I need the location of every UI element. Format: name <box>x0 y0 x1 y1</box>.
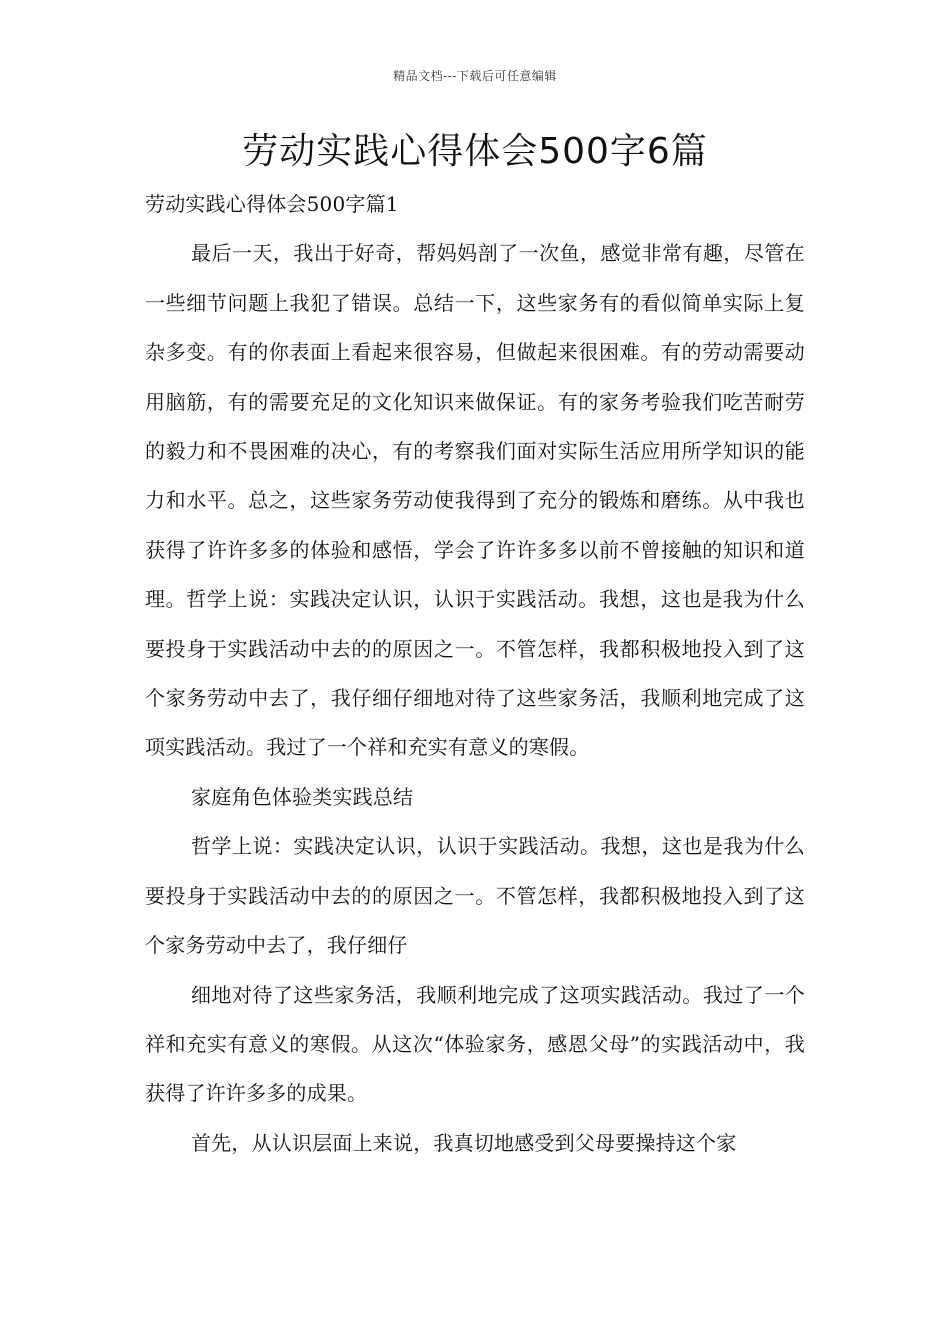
document-title: 劳动实践心得体会500字6篇 <box>242 131 708 172</box>
paragraph: 细地对待了这些家务活，我顺利地完成了这项实践活动。我过了一个祥和充实有意义的寒假。从这次“体验家务，感恩父母”的实践活动中，我获得了许许多多的成果。 <box>145 982 805 1106</box>
paragraph: 最后一天，我出于好奇，帮妈妈剖了一次鱼，感觉非常有趣，尽管在一些细节问题上我犯了错误。总结一下，这些家务有的看似简单实际上复杂多变。有的你表面上看起来很容易，但做起来很困难。有的劳动需要动用脑筋，有的需要充足的文化知识来做保证。有的家务考验我们吃苦耐劳的毅力和不畏困难的决心，有的考察我们面对实际生活应用所学知识的能力和水平。总之，这些家务劳动使我得到了充分的锻炼和磨练。从中我也获得了许许多多的体验和感悟，学会了许许多多以前不曾接触的知识和道理。哲学上说：实践决定认识，认识于实践活动。我想，这也是我为什么要投身于实践活动中去的的原因之一。不管怎样，我都积极地投入到了这个家务劳动中去了，我仔细仔细地对待了这些家务活，我顺利地完成了这项实践活动。我过了一个祥和充实有意义的寒假。 <box>145 241 805 760</box>
paragraph: 哲学上说：实践决定认识，认识于实践活动。我想，这也是我为什么要投身于实践活动中去的的原因之一。不管怎样，我都积极地投入到了这个家务劳动中去了，我仔细仔 <box>145 834 805 958</box>
document-body <box>145 180 805 1168</box>
paragraph: 首先，从认识层面上来说，我真切地感受到父母要操持这个家 <box>191 1130 737 1155</box>
page-header: 精品文档---下载后可任意编辑 <box>393 69 557 83</box>
section-heading: 劳动实践心得体会500字篇1 <box>145 192 399 216</box>
section-subheading: 家庭角色体验类实践总结 <box>191 784 414 809</box>
